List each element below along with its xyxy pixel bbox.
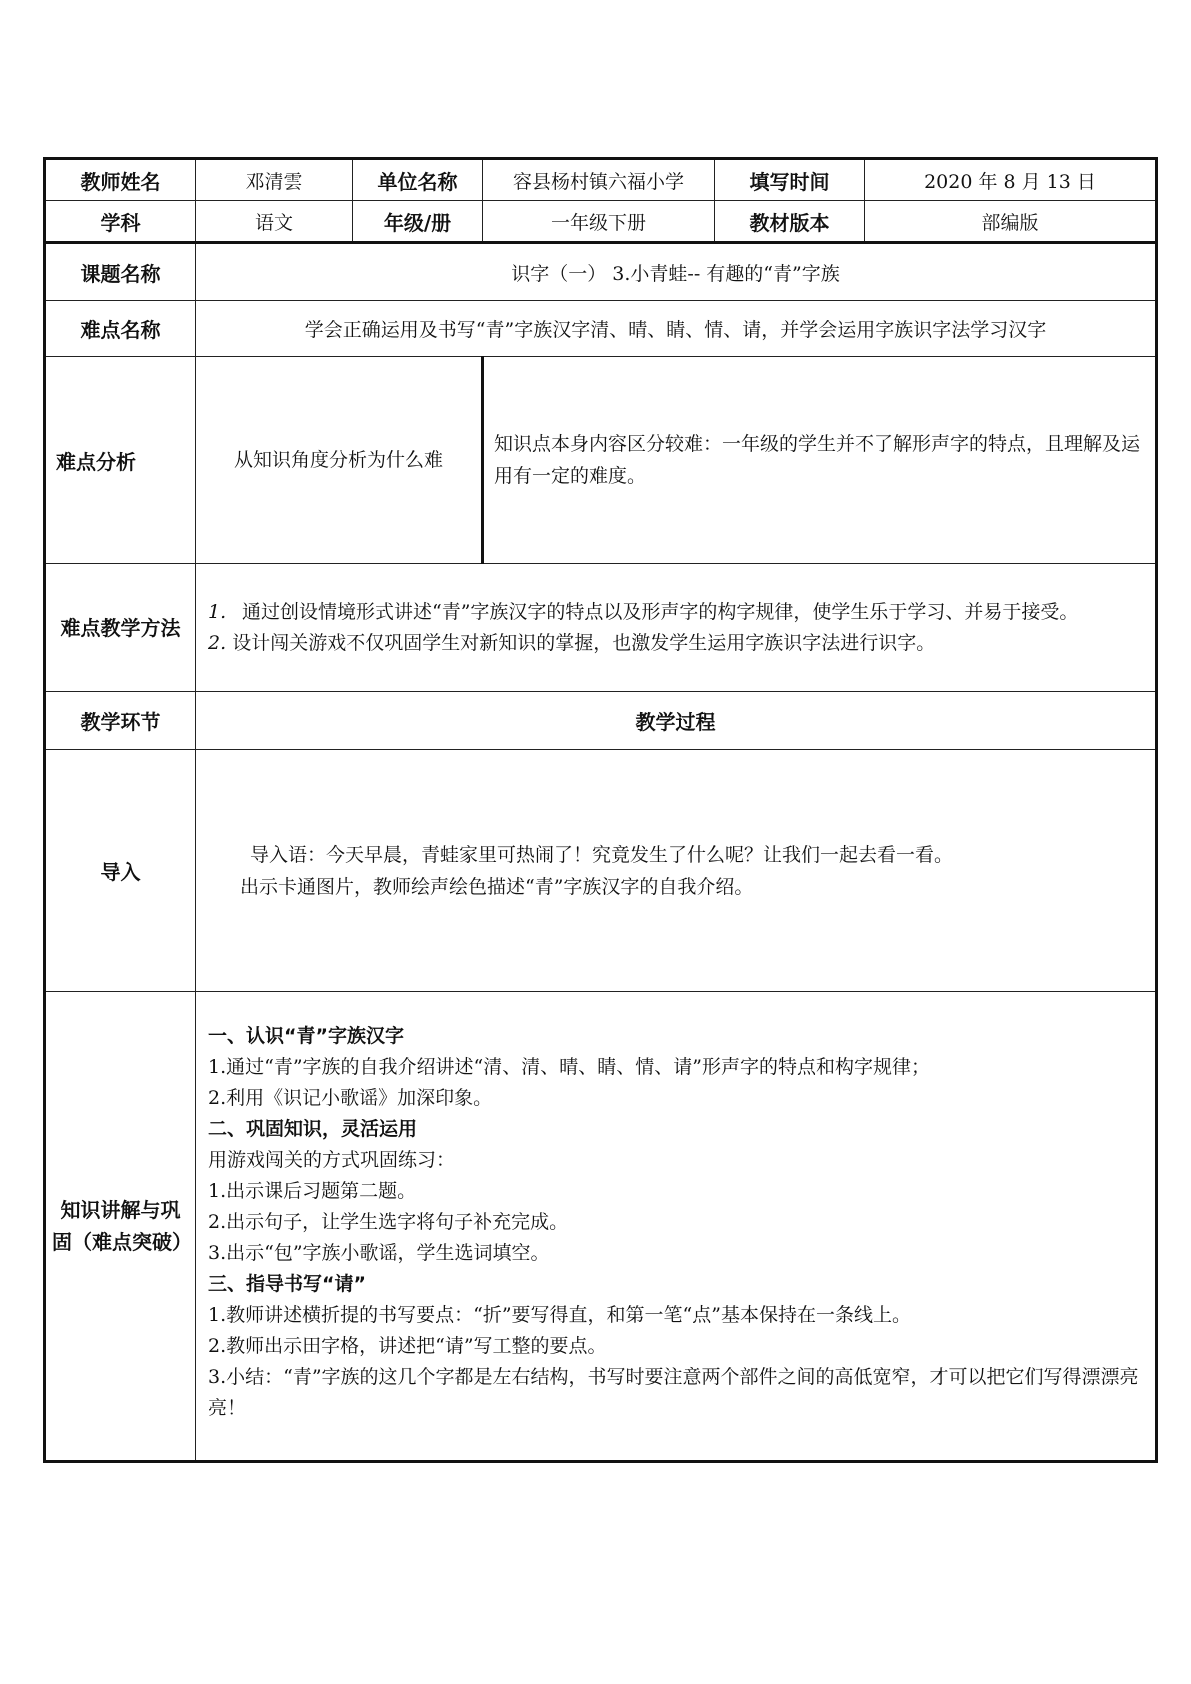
method-item-1-text: 通过创设情境形式讲述“青”字族汉字的特点以及形声字的构字规律，使学生乐于学习、并易于接受。 — [242, 600, 1079, 623]
unit-value: 容县杨村镇六福小学 — [483, 159, 715, 201]
header-row-1 — [45, 159, 1157, 201]
subject-value: 语文 — [196, 201, 353, 243]
method-content — [196, 564, 1157, 692]
analysis-label: 难点分析 — [45, 357, 196, 564]
knowledge-s3-item-3: 3.小结：“青”字族的这几个字都是左右结构，书写时要注意两个部件之间的高低宽窄，才可以把它们写得漂漂亮亮！ — [208, 1365, 1139, 1419]
topic-label: 课题名称 — [45, 243, 196, 301]
knowledge-section-3-title: 三、指导书写“请” — [208, 1272, 366, 1295]
date-label: 填写时间 — [715, 159, 865, 201]
intro-label: 导入 — [45, 750, 196, 992]
knowledge-row — [45, 992, 1157, 1462]
knowledge-s2-item-2: 2.出示句子，让学生选字将句子补充完成。 — [208, 1210, 569, 1233]
knowledge-section-2-title: 二、巩固知识，灵活运用 — [208, 1117, 418, 1140]
topic-value: 识字（一） 3.小青蛙-- 有趣的“青”字族 — [196, 243, 1157, 301]
method-item-2-text: 设计闯关游戏不仅巩固学生对新知识的掌握，也激发学生运用字族识字法进行识字。 — [232, 631, 936, 654]
knowledge-s1-item-2: 2.利用《识记小歌谣》加深印象。 — [208, 1086, 493, 1109]
difficulty-label: 难点名称 — [45, 301, 196, 357]
intro-content — [196, 750, 1157, 992]
lesson-plan-table — [43, 157, 1158, 1463]
edition-value: 部编版 — [865, 201, 1157, 243]
subject-label: 学科 — [45, 201, 196, 243]
knowledge-s2-item-1: 1.出示课后习题第二题。 — [208, 1179, 417, 1202]
intro-row — [45, 750, 1157, 992]
topic-row — [45, 243, 1157, 301]
process-header-label: 教学环节 — [45, 692, 196, 750]
knowledge-label: 知识讲解与巩固（难点突破） — [45, 992, 196, 1462]
grade-value: 一年级下册 — [483, 201, 715, 243]
intro-line-2: 出示卡通图片，教师绘声绘色描述“青”字族汉字的自我介绍。 — [240, 875, 754, 898]
knowledge-section-1-title: 一、认识“青”字族汉字 — [208, 1024, 404, 1047]
process-header-value: 教学过程 — [196, 692, 1157, 750]
grade-label: 年级/册 — [353, 201, 483, 243]
knowledge-s2-intro: 用游戏闯关的方式巩固练习： — [208, 1148, 456, 1171]
analysis-content: 知识点本身内容区分较难：一年级的学生并不了解形声字的特点，且理解及运用有一定的难度。 — [483, 357, 1157, 564]
process-header-row — [45, 692, 1157, 750]
edition-label: 教材版本 — [715, 201, 865, 243]
knowledge-s2-item-3: 3.出示“包”字族小歌谣，学生选词填空。 — [208, 1241, 550, 1264]
date-value: 2020 年 8 月 13 日 — [865, 159, 1157, 201]
method-row — [45, 564, 1157, 692]
knowledge-s1-item-1: 1.通过“青”字族的自我介绍讲述“清、清、晴、睛、情、请”形声字的特点和构字规律； — [208, 1055, 930, 1078]
knowledge-s3-item-2: 2.教师出示田字格，讲述把“请”写工整的要点。 — [208, 1334, 607, 1357]
lesson-plan-sheet — [43, 157, 1155, 1463]
header-row-2 — [45, 201, 1157, 243]
unit-label: 单位名称 — [353, 159, 483, 201]
intro-line-1: 导入语：今天早晨，青蛙家里可热闹了！究竟发生了什么呢？让我们一起去看一看。 — [250, 843, 954, 866]
analysis-sub-label: 从知识角度分析为什么难 — [196, 357, 483, 564]
method-item-1-num: 1. — [208, 600, 227, 623]
method-item-1 — [208, 597, 1143, 628]
knowledge-content — [196, 992, 1157, 1462]
teacher-label: 教师姓名 — [45, 159, 196, 201]
method-item-2-num: 2. — [208, 631, 227, 654]
method-item-2 — [208, 628, 1143, 659]
method-label: 难点教学方法 — [45, 564, 196, 692]
difficulty-row — [45, 301, 1157, 357]
difficulty-value: 学会正确运用及书写“青”字族汉字清、晴、睛、情、请，并学会运用字族识字法学习汉字 — [196, 301, 1157, 357]
teacher-value: 邓清雲 — [196, 159, 353, 201]
analysis-row — [45, 357, 1157, 564]
knowledge-s3-item-1: 1.教师讲述横折提的书写要点：“折”要写得直，和第一笔“点”基本保持在一条线上。 — [208, 1303, 911, 1326]
